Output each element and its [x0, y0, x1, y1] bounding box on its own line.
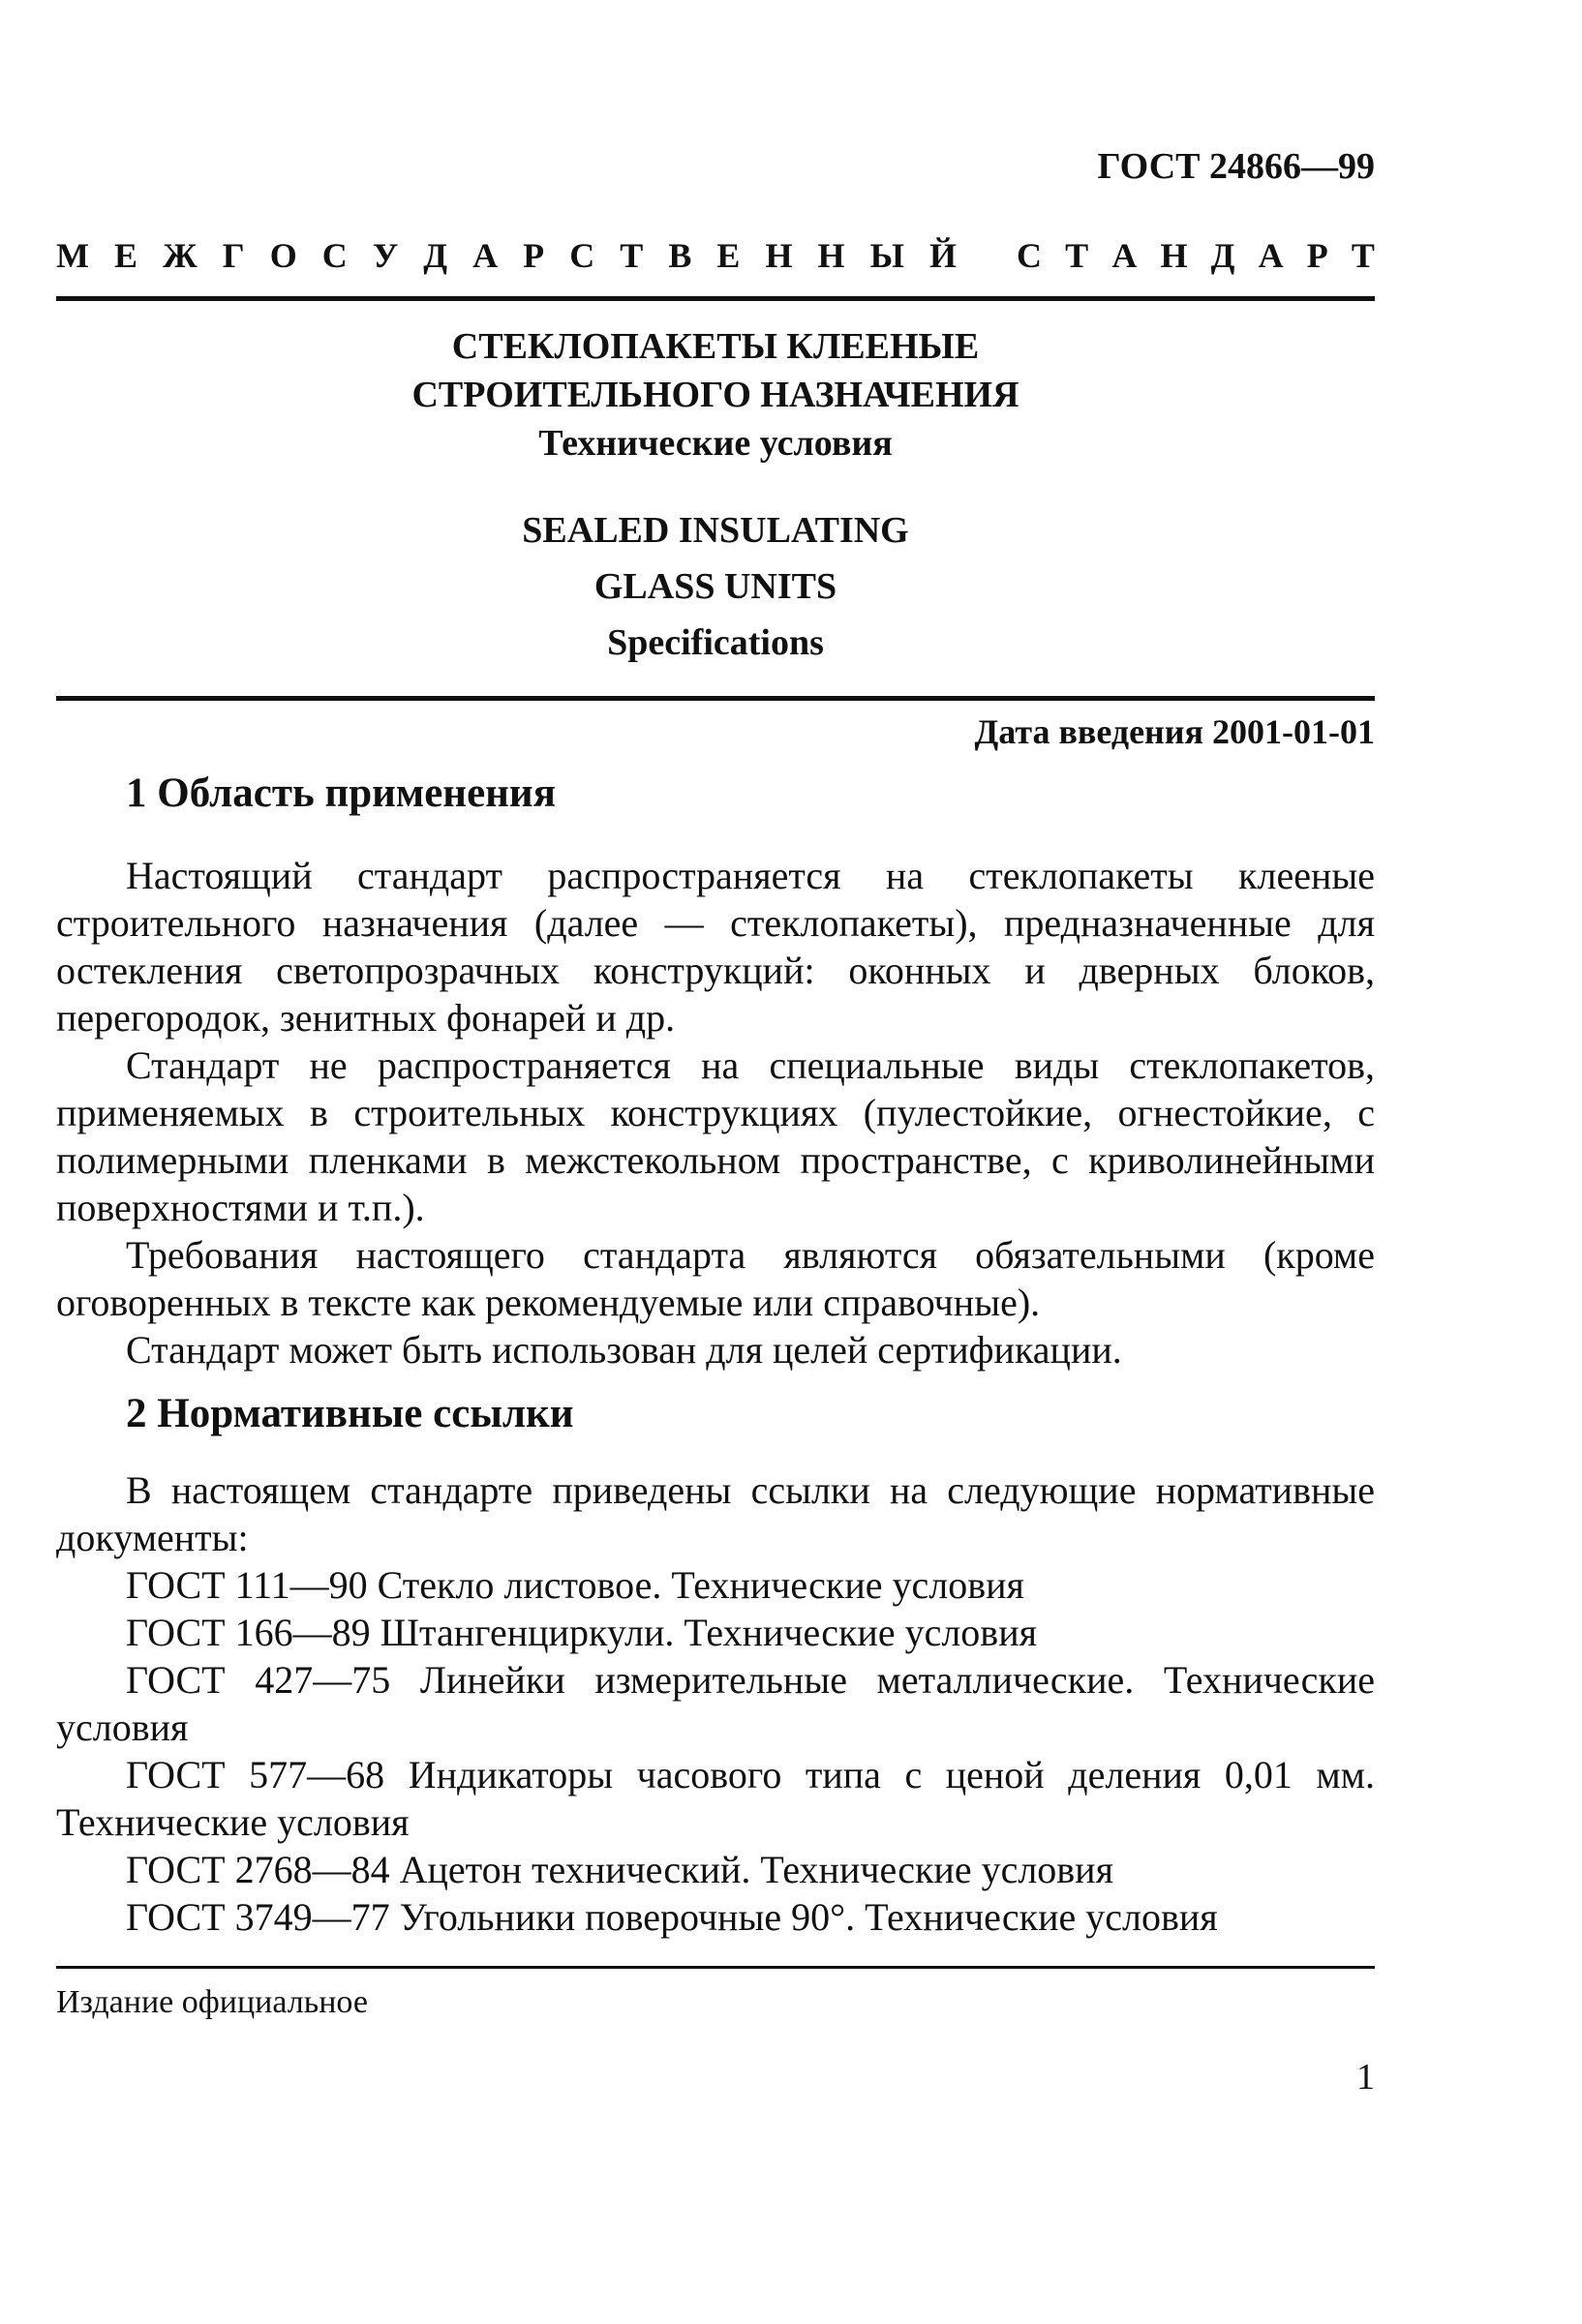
paragraph: Настоящий стандарт распространяется на стеклопакеты клееные строительного назначения (далее — стеклопакеты), предназначенные для остекления светопрозрачных конструкций: оконных и дверных блоков, перегородок, зенитных фонарей и др.: [56, 854, 1375, 1040]
document-page: [56, 145, 1375, 2098]
title-english: [56, 502, 1375, 671]
banner-letter: Д: [1210, 236, 1235, 275]
section-1-body: [56, 852, 1375, 1373]
banner-letter: У: [372, 236, 399, 275]
banner-letter: Г: [222, 236, 245, 275]
banner-letter: Т: [1351, 236, 1375, 275]
banner-word-standard: [1017, 234, 1375, 277]
banner-letter: М: [56, 236, 89, 275]
reference-item: ГОСТ 3749—77 Угольники поверочные 90°. Технические условия: [126, 1895, 1218, 1939]
banner-letter: Е: [716, 236, 741, 275]
banner-letter: Й: [928, 236, 957, 275]
paragraph: В настоящем стандарте приведены ссылки на следующие нормативные документы:: [56, 1468, 1375, 1559]
banner-letter: Ы: [869, 236, 904, 275]
introduction-date: Дата введения 2001-01-01: [974, 712, 1375, 751]
reference-item: ГОСТ 166—89 Штангенциркули. Технические условия: [126, 1611, 1037, 1654]
banner-letter: Н: [817, 236, 845, 275]
title-russian: [56, 322, 1375, 468]
title-ru-subtitle: Технические условия: [538, 423, 893, 464]
paragraph: Стандарт не распространяется на специальные виды стеклопакетов, применяемых в строительных конструкциях (пулестойкие, огнестойкие, с полимерными пленками в межстекольном пространстве, с криволинейными поверхностями и т.п.).: [56, 1043, 1375, 1229]
section-2-heading: 2 Нормативные ссылки: [126, 1391, 574, 1436]
document-code: ГОСТ 24866—99: [1097, 146, 1375, 187]
banner-word-interstate: [56, 234, 957, 277]
banner-letter: С: [321, 236, 348, 275]
banner-letter: Р: [523, 236, 545, 275]
banner-letter: А: [472, 236, 499, 275]
section-1-heading: 1 Область применения: [126, 770, 556, 816]
banner-letter: В: [668, 236, 692, 275]
banner-letter: Н: [1160, 236, 1188, 275]
banner-letter: С: [1017, 236, 1042, 275]
title-en-subtitle: Specifications: [607, 622, 824, 663]
official-edition-note: Издание официальное: [56, 1984, 368, 2020]
title-en-line: SEALED INSULATING: [522, 510, 909, 551]
banner-letter: Д: [423, 236, 448, 275]
top-divider: [56, 296, 1375, 301]
banner-letter: Ж: [163, 236, 198, 275]
page-number: 1: [1356, 2057, 1375, 2098]
banner-letter: Т: [620, 236, 644, 275]
paragraph: Требования настоящего стандарта являются обязательными (кроме оговоренных в тексте как рекомендуемые или справочные).: [56, 1233, 1375, 1324]
footer-divider: [56, 1966, 1375, 1969]
banner-letter: Т: [1065, 236, 1089, 275]
banner-letter: А: [1111, 236, 1138, 275]
banner-letter: С: [569, 236, 595, 275]
interstate-standard-banner: [56, 234, 1375, 277]
title-ru-line: СТРОИТЕЛЬНОГО НАЗНАЧЕНИЯ: [411, 375, 1019, 415]
banner-letter: Р: [1306, 236, 1328, 275]
banner-letter: О: [269, 236, 297, 275]
reference-item: ГОСТ 427—75 Линейки измерительные металлические. Технические условия: [56, 1658, 1375, 1749]
reference-item: ГОСТ 2768—84 Ацетон технический. Технические условия: [126, 1848, 1113, 1891]
title-en-line: GLASS UNITS: [593, 566, 837, 607]
title-ru-line: СТЕКЛОПАКЕТЫ КЛЕЕНЫЕ: [451, 326, 980, 367]
banner-letter: Н: [765, 236, 793, 275]
banner-letter: А: [1258, 236, 1284, 275]
paragraph: Стандарт может быть использован для целей сертификации.: [126, 1328, 1122, 1372]
banner-letter: Е: [114, 236, 138, 275]
reference-item: ГОСТ 111—90 Стекло листовое. Технические условия: [126, 1563, 1024, 1607]
reference-item: ГОСТ 577—68 Индикаторы часового типа с ценой деления 0,01 мм. Технические условия: [56, 1753, 1375, 1844]
title-divider: [56, 696, 1375, 701]
section-2-body: [56, 1466, 1375, 1941]
